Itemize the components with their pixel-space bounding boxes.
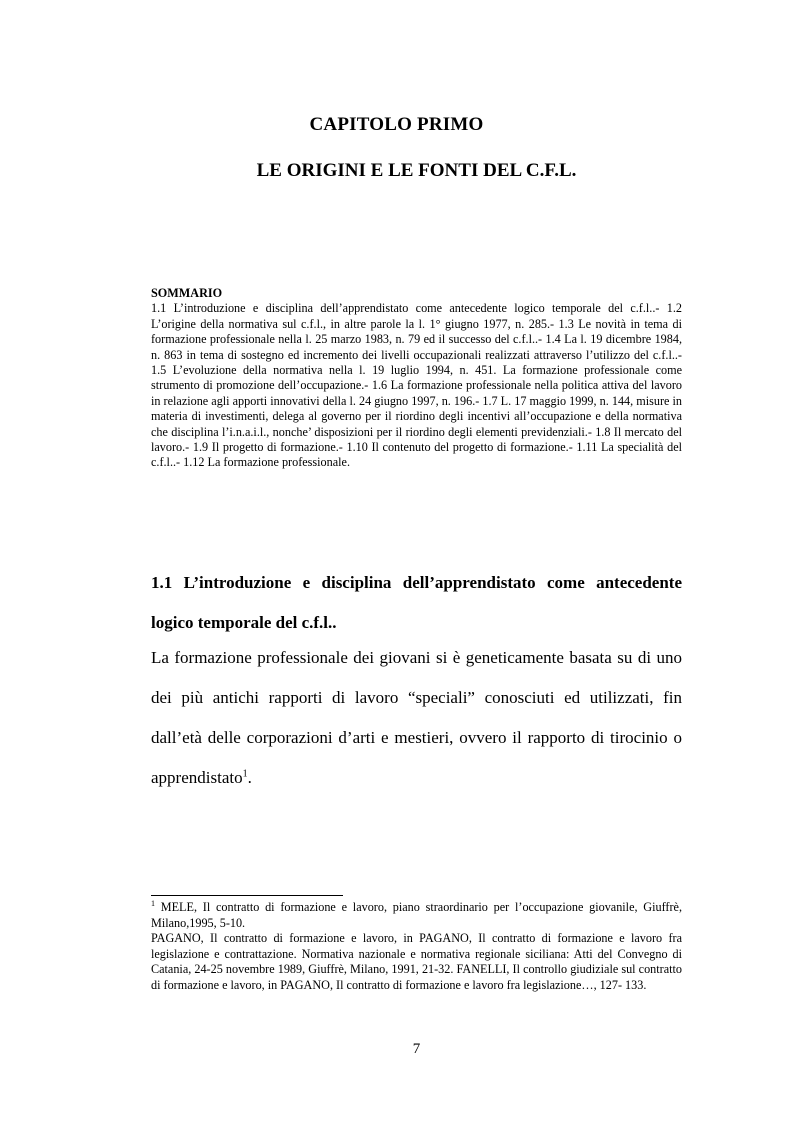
footnote-1-text: MELE, Il contratto di formazione e lavoro, piano straordinario per l’occupazione giovanile, Giuffrè, Milano,1995, 5-10. — [151, 900, 682, 930]
section-heading: 1.1 L’introduzione e disciplina dell’apprendistato come antecedente logico temporale del c.f.l.. — [151, 573, 682, 632]
body-text: La formazione professionale dei giovani si è geneticamente basata su di uno dei più antichi rapporti di lavoro “speciali” conosciuti ed utilizzati, fin dall’età delle corporazioni d’arti e mestieri, ovvero il rapporto di tirocinio o apprendistato — [151, 648, 682, 787]
footnote-separator — [151, 895, 343, 896]
footnote-1-continuation: PAGANO, Il contratto di formazione e lavoro, in PAGANO, Il contratto di formazione e lavoro fra legislazione e contrattazione. Normativa nazionale e normativa regionale siciliana: Atti del Convegno di Catania, 24-25 novembre 1989, Giuffrè, Milano, 1991, 21-32. FANELLI, Il controllo giudiziale sul contratto di formazione e lavoro, in PAGANO, Il contratto di formazione e lavoro fra legislazione…, 127- 133. — [151, 931, 682, 992]
chapter-label: CAPITOLO PRIMO — [309, 114, 484, 135]
footnote-reference[interactable]: 1 — [242, 768, 248, 780]
summary-heading: SOMMARIO — [151, 286, 223, 300]
body-paragraph — [151, 638, 682, 798]
chapter-title: LE ORIGINI E LE FONTI DEL C.F.L. — [256, 160, 577, 181]
summary-text: 1.1 L’introduzione e disciplina dell’apprendistato come antecedente logico temporale del c.f.l..- 1.2 L’origine della normativa sul c.f.l., in altre parole la l. 1° giugno 1977, n. 285.- 1.3 Le novità in tema di formazione professionale nella l. 25 marzo 1983, n. 79 ed il successo del c.f.l..- 1.4 La l. 19 dicembre 1984, n. 863 in tema di sostegno ed incremento dei livelli occupazionali realizzati attraverso l’utilizzo del c.f.l..- 1.5 L’evoluzione della normativa nella l. 19 luglio 1994, n. 451. La formazione professionale come strumento di promozione dell’occupazione.- 1.6 La formazione professionale nella politica attiva del lavoro in relazione agli apporti innovativi della l. 24 giugno 1997, n. 196.- 1.7 L. 17 maggio 1999, n. 144, misure in materia di investimenti, delega al governo per il riordino degli incentivi all’occupazione e della normativa che disciplina l’i.n.a.i.l., nonche’ disposizioni per il riordino degli elementi previdenziali.- 1.8 Il mercato del lavoro.- 1.9 Il progetto di formazione.- 1.10 Il contenuto del progetto di formazione.- 1.11 La specialità del c.f.l..- 1.12 La formazione professionale. — [151, 301, 682, 470]
footnote-1 — [151, 900, 682, 931]
body-text-end: . — [247, 768, 252, 787]
footnote-marker: 1 — [151, 898, 155, 908]
summary-block — [151, 286, 682, 471]
page-number: 7 — [412, 1041, 421, 1057]
footnotes — [151, 900, 682, 994]
